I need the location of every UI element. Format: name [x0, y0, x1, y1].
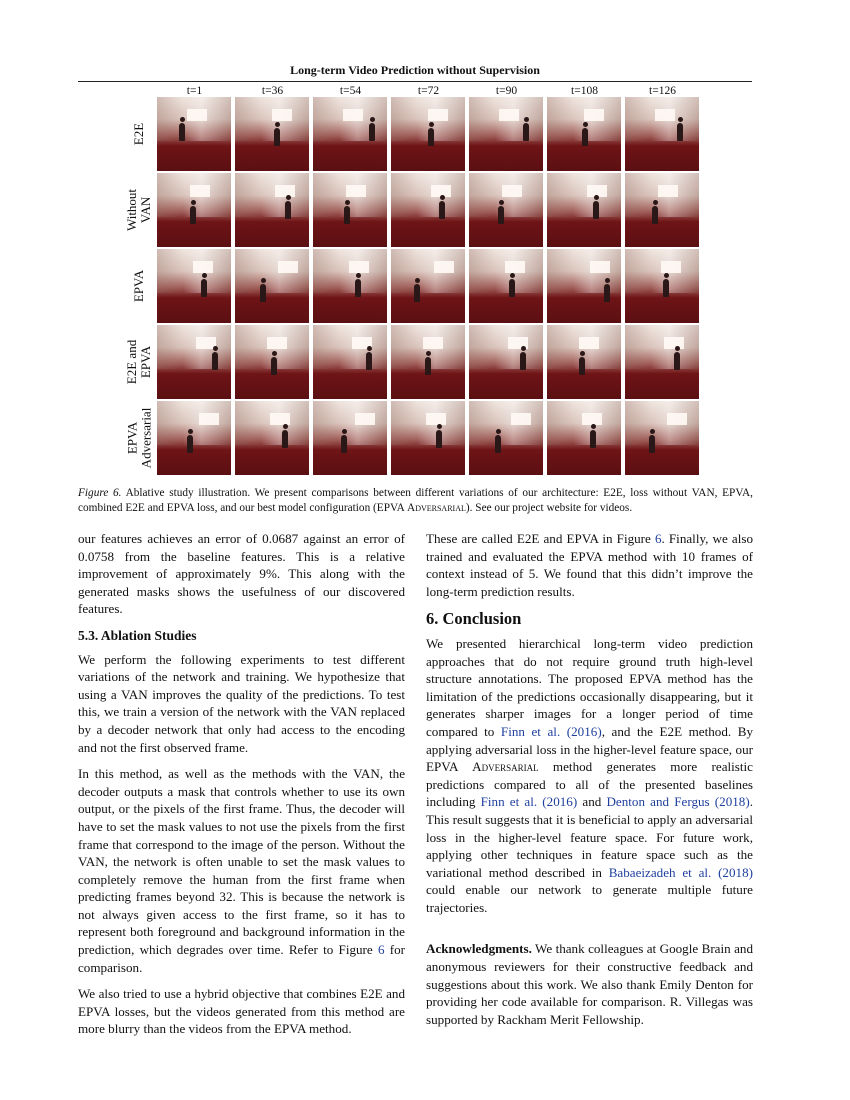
- time-label-4: t=72: [417, 85, 440, 97]
- video-frame: [469, 97, 543, 171]
- paragraph: We presented hierarchical long-term video prediction approaches that do not require ground truth high-level structure annotations. The proposed EPVA method has the limitation of the predictions occasionally disappearing, but it generates sharper images for a longer period of time compared to Finn et al. (2016), and the E2E method. By applying adversarial loss in the higher-level feature space, our EPVA Adversarial method generates more realistic predictions compared to all of the presented baselines including Finn et al. (2016) and Denton and Fergus (2018). This result suggests that it is beneficial to apply an adversarial loss in the higher-level feature space. For future work, applying other techniques in feature space such as the variational method described in Babaeizadeh et al. (2018) could enable our network to generate multiple future trajectories.: [426, 635, 754, 915]
- video-frame: [547, 97, 621, 171]
- video-frame: [469, 401, 543, 475]
- video-frame: [547, 325, 621, 399]
- video-frame: [313, 97, 387, 171]
- video-frame: [469, 249, 543, 323]
- acknowledgments: Acknowledgments. We thank colleagues at Google Brain and anonymous reviewers for their constructive feedback and suggestions about this work. We also thank Emily Denton for providing her code available for comparison. R. Villegas was supported by Rackham Merit Fellowship.: [426, 941, 753, 1027]
- paragraph: These are called E2E and EPVA in Figure 6. Finally, we also trained and evaluated the EPVA method with 10 frames of context instead of 5. We found that this didn’t improve the long-term prediction results.: [426, 531, 753, 599]
- right-column: [426, 530, 753, 1037]
- video-frame: [157, 249, 231, 323]
- row-label-e2e-and-epva: E2E and EPVA: [124, 339, 153, 385]
- time-label-7: t=126: [649, 85, 676, 97]
- video-frame: [313, 325, 387, 399]
- citation-link[interactable]: Babaeizadeh et al. (2018): [608, 864, 753, 880]
- row-label-e2e: E2E: [130, 122, 146, 146]
- video-frame: [547, 401, 621, 475]
- citation-link[interactable]: Denton and Fergus (2018): [606, 794, 750, 810]
- row-label-epva-adversarial: EPVA Adversarial: [124, 407, 154, 469]
- video-frame: [547, 249, 621, 323]
- figure-ref-link[interactable]: 6: [377, 942, 385, 958]
- video-frame: [391, 97, 465, 171]
- video-frame: [391, 325, 465, 399]
- video-frame: [157, 325, 231, 399]
- citation-link[interactable]: Finn et al. (2016): [500, 723, 602, 739]
- video-frame: [235, 173, 309, 247]
- left-column: [78, 530, 405, 1047]
- video-frame: [235, 97, 309, 171]
- video-frame: [157, 97, 231, 171]
- time-label-5: t=90: [495, 85, 518, 97]
- row-label-without-van: Without VAN: [124, 188, 153, 232]
- time-label-3: t=54: [339, 85, 362, 97]
- video-frame: [235, 401, 309, 475]
- paragraph: our features achieves an error of 0.0687 against an error of 0.0758 from the baseline features. This is a relative improvement of approximately 9%. This along with the generated masks shows the usefulness of our discovered features.: [78, 531, 405, 617]
- paragraph: In this method, as well as the methods with the VAN, the decoder outputs a mask that controls whether to use its own output, or the pixels of the first frame. Thus, the decoder will have to set the mask values to not use the pixels from the first frame that correspond to the image of the person. Without the VAN, the network is often unable to set the mask values to completely remove the human from the first frame when predicting frames beyond 32. This is because the network is not always given access to the first frame, so it has to represent both foreground and background information in the prediction, which degrades over time. Refer to Figure 6 for comparison.: [78, 766, 405, 975]
- time-label-1: t=1: [186, 85, 203, 97]
- time-label-6: t=108: [571, 85, 598, 97]
- video-frame: [625, 173, 699, 247]
- video-frame: [625, 401, 699, 475]
- paragraph: We perform the following experiments to test different variations of the network and training. We hypothesize that using a VAN improves the quality of the predictions. To test this, we train a version of the network with the VAN replaced by a decoder network that only had access to the encoding and not the first observed frame.: [78, 651, 405, 755]
- video-frame: [391, 249, 465, 323]
- video-frame: [469, 325, 543, 399]
- video-frame: [235, 249, 309, 323]
- paragraph: We also tried to use a hybrid objective that combines E2E and EPVA losses, but the videos generated from this method are more blurry than the videos from the EPVA method.: [78, 986, 405, 1037]
- video-frame: [313, 401, 387, 475]
- video-frame: [313, 249, 387, 323]
- video-frame: [313, 173, 387, 247]
- video-frame: [469, 173, 543, 247]
- section-heading-conclusion: 6. Conclusion: [426, 609, 522, 629]
- section-heading-ablation: 5.3. Ablation Studies: [78, 627, 197, 643]
- time-label-2: t=36: [261, 85, 284, 97]
- video-frame: [157, 173, 231, 247]
- video-frame: [547, 173, 621, 247]
- video-frame: [157, 401, 231, 475]
- row-label-epva: EPVA: [131, 269, 146, 303]
- figure-frame-grid: [157, 97, 700, 473]
- citation-link[interactable]: Finn et al. (2016): [480, 794, 578, 810]
- figure-ref-link[interactable]: 6: [654, 531, 662, 546]
- video-frame: [625, 325, 699, 399]
- video-frame: [391, 401, 465, 475]
- video-frame: [625, 97, 699, 171]
- video-frame: [391, 173, 465, 247]
- video-frame: [625, 249, 699, 323]
- figure-caption: Figure 6. Ablative study illustration. We present comparisons between different variations of our architecture: E2E, loss without VAN, EPVA, combined E2E and EPVA loss, and our best model configuration (EPVA Adversarial). See our project website for videos.: [78, 487, 754, 515]
- running-title: Long-term Video Prediction without Supervision: [78, 63, 752, 82]
- video-frame: [235, 325, 309, 399]
